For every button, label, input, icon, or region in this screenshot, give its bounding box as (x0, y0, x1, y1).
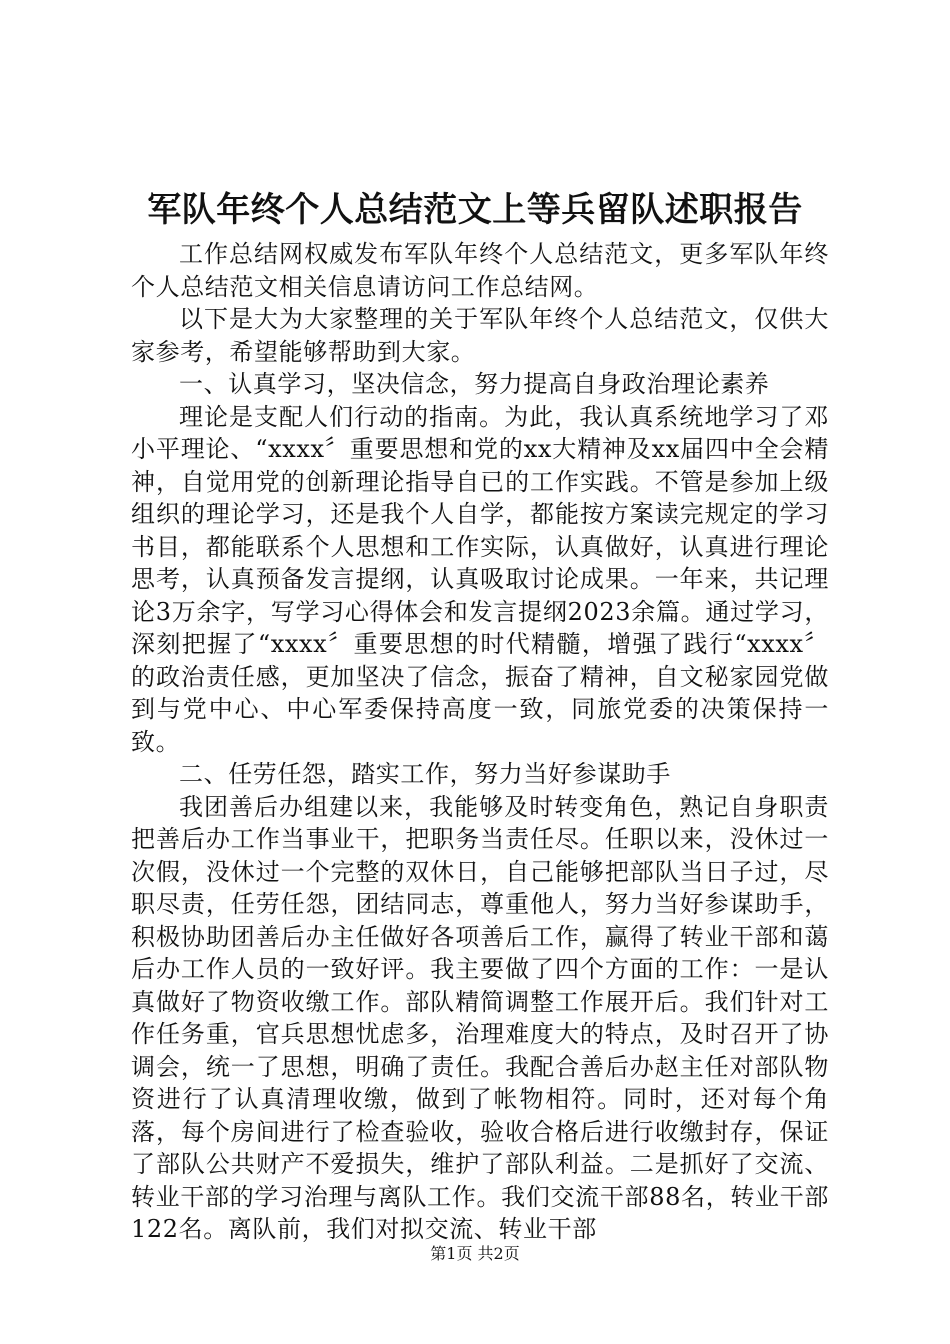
section-heading-2: 二、任劳任怨，踏实工作，努力当好参谋助手 (179, 760, 671, 788)
document-body (131, 238, 829, 1246)
document-title: 军队年终个人总结范文上等兵留队述职报告 (147, 190, 803, 230)
paragraph-preface: 以下是大为大家整理的关于军队年终个人总结范文，仅供大家参考，希望能够帮助到大家。 (131, 305, 829, 366)
page-number-footer: 第1页 共2页 (430, 1244, 520, 1263)
paragraph-section-2: 我团善后办组建以来，我能够及时转变角色，熟记自身职责把善后办工作当事业干，把职务当责任尽。任职以来，没休过一次假，没休过一个完整的双休日，自己能够把部队当日子过，尽职尽责，任劳任怨，团结同志，尊重他人，努力当好参谋助手，积极协助团善后办主任做好各项善后工作，赢得了转业干部和蔼后办工作人员的一致好评。我主要做了四个方面的工作：一是认真做好了物资收缴工作。部队精简调整工作展开后。我们针对工作任务重，官兵思想忧虑多，治理难度大的特点，及时召开了协调会，统一了思想，明确了责任。我配合善后办赵主任对部队物资进行了认真清理收缴，做到了帐物相符。同时，还对每个角落，每个房间进行了检查验收，验收合格后进行收缴封存，保证了部队公共财产不爱损失，维护了部队利益。二是抓好了交流、转业干部的学习治理与离队工作。我们交流干部88名，转业干部122名。离队前，我们对拟交流、转业干部 (131, 792, 829, 1243)
paragraph-intro: 工作总结网权威发布军队年终个人总结范文，更多军队年终个人总结范文相关信息请访问工作总结网。 (131, 240, 829, 301)
section-heading-1: 一、认真学习，坚决信念，努力提高自身政治理论素养 (179, 370, 770, 398)
paragraph-section-1: 理论是支配人们行动的指南。为此，我认真系统地学习了邓小平理论、“xxxx〞重要思想和党的xx大精神及xx届四中全会精神，自觉用党的创新理论指导自已的工作实践。不管是参加上级组织的理论学习，还是我个人自学，都能按方案读完规定的学习书目，都能联系个人思想和工作实际，认真做好，认真进行理论思考，认真预备发言提纲，认真吸取讨论成果。一年来，共记理论3万余字，写学习心得体会和发言提纲2023余篇。通过学习，深刻把握了“xxxx〞重要思想的时代精髓，增强了践行“xxxx〞的政治责任感，更加坚决了信念，振奋了精神，自文秘家园党做到与党中心、中心军委保持高度一致，同旅党委的决策保持一致。 (131, 402, 829, 756)
